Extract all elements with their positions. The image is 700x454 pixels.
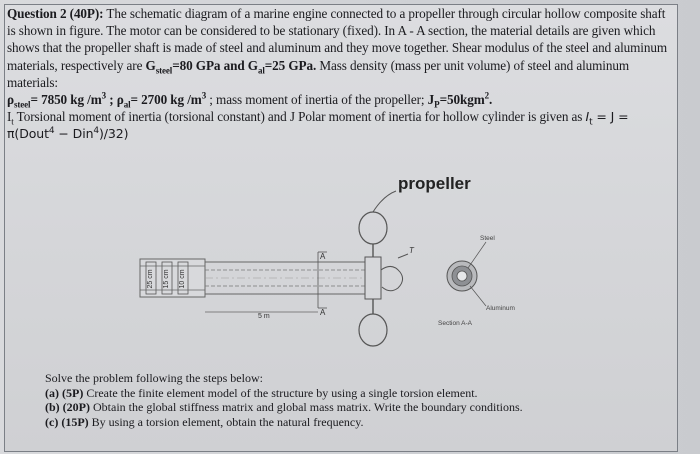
dim-label-15cm: 15 cm — [163, 269, 170, 289]
steps-intro: Solve the problem following the steps below: — [45, 371, 263, 385]
steel-label: Steel — [480, 235, 495, 242]
propeller-label: propeller — [398, 174, 471, 193]
dim-label-25cm: 25 cm — [147, 269, 154, 289]
torsional-symbol: $I_t$ — [7, 109, 14, 127]
inertia-formula: $I_t = J$ = π(Dout$^4$ − Din$^4$)/32) — [7, 109, 629, 142]
question-paragraph-2: Mass density (mass per unit volume) of steel and aluminum materials: — [7, 57, 630, 90]
propeller — [359, 191, 408, 346]
question-paragraph-4: Torsional moment of inertia (torsional constant) and J Polar moment of inertia for hollow cylinder is given as — [13, 109, 586, 125]
step-c: (c) (15P) By using a torsion element, obtain the natural frequency. — [45, 414, 364, 429]
shear-modulus-steel: $G_{steel}=80$ GPa and $G_{al}=25$ GPa. — [145, 57, 317, 76]
question-paragraph-1: The schematic diagram of a marine engine connected to a propeller through circular hollow composite shaft is shown in figure. The motor can be considered to be stationary (fixed). In A - A section, the material details are given which shows that the propeller shaft is made of steel and aluminum and they move together. Shear modulus of the steel and aluminum materials, respectively are — [7, 6, 668, 73]
solution-steps — [45, 371, 665, 429]
aluminum-label: Aluminum — [486, 305, 515, 312]
section-caption: Section A-A — [438, 320, 472, 327]
step-b: (b) (20P) Obtain the global stiffness matrix and global mass matrix. Write the boundary conditions. — [45, 400, 523, 414]
dim-label-10cm: 10 cm — [179, 269, 186, 289]
density-values: $\rho_{steel}= 7850$ kg $/m^3$ ; $\rho_{al}= 2700$ kg $/m^3$ — [7, 90, 207, 110]
propeller-inertia: $J_P=50kgm^2$. — [427, 90, 493, 110]
question-number: Question 2 (40P): — [7, 6, 104, 21]
section-label-top: A — [320, 252, 326, 261]
torque-label: T — [409, 246, 414, 255]
section-aa-view — [447, 242, 486, 306]
length-label: 5 m — [258, 313, 270, 320]
hollow-shaft — [205, 262, 365, 294]
question-paragraph-3: ; mass moment of inertia of the propeller; — [206, 92, 428, 108]
step-a: (a) (5P) Create the finite element model of the structure by using a single torsion element. — [45, 385, 478, 400]
section-label-bottom: A — [320, 308, 326, 317]
